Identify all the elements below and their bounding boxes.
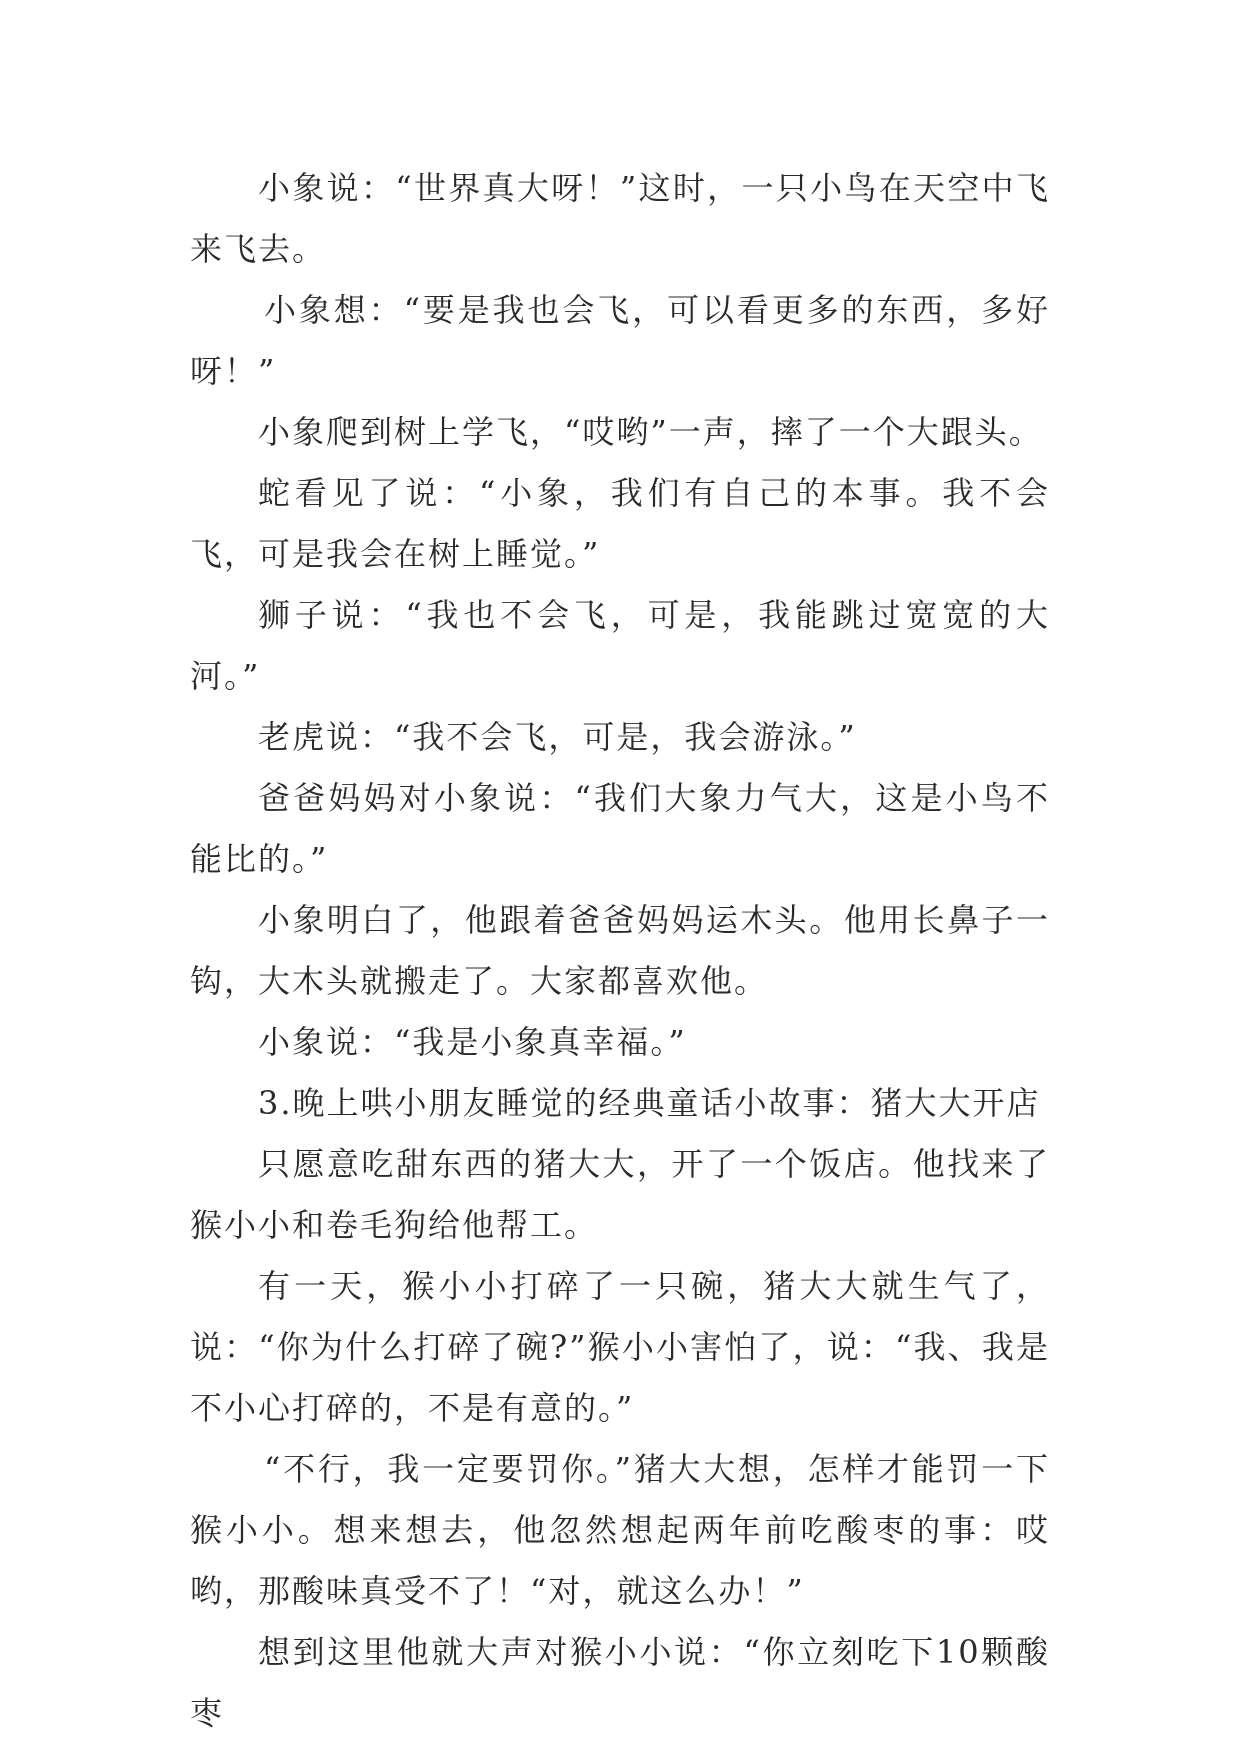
paragraph-7: 爸爸妈妈对小象说：“我们大象力气大，这是小鸟不能比的。” bbox=[190, 779, 1050, 878]
section-heading: 3.晚上哄小朋友睡觉的经典童话小故事：猪大大开店 bbox=[258, 1084, 1041, 1122]
paragraph-6: 老虎说：“我不会飞，可是，我会游泳。” bbox=[258, 718, 857, 756]
document-body bbox=[190, 158, 1050, 1744]
paragraph-3: 小象爬到树上学飞，“哎哟”一声，摔了一个大跟头。 bbox=[258, 413, 1043, 451]
paragraph-5: 狮子说：“我也不会飞，可是，我能跳过宽宽的大河。” bbox=[190, 596, 1050, 695]
paragraph-8: 小象明白了，他跟着爸爸妈妈运木头。他用长鼻子一钩，大木头就搬走了。大家都喜欢他。 bbox=[190, 901, 1050, 1000]
paragraph-2: 小象想：“要是我也会飞，可以看更多的东西，多好呀！” bbox=[190, 291, 1050, 390]
paragraph-13: 想到这里他就大声对猴小小说：“你立刻吃下10颗酸枣 bbox=[190, 1633, 1050, 1732]
paragraph-11: 有一天，猴小小打碎了一只碗，猪大大就生气了，说：“你为什么打碎了碗?”猴小小害怕了，说：“我、我是不小心打碎的，不是有意的。” bbox=[190, 1267, 1050, 1427]
paragraph-10: 只愿意吃甜东西的猪大大，开了一个饭店。他找来了猴小小和卷毛狗给他帮工。 bbox=[190, 1145, 1050, 1244]
paragraph-4: 蛇看见了说：“小象，我们有自己的本事。我不会飞，可是我会在树上睡觉。” bbox=[190, 474, 1050, 573]
paragraph-12: “不行，我一定要罚你。”猪大大想，怎样才能罚一下猴小小。想来想去，他忽然想起两年前吃酸枣的事：哎哟，那酸味真受不了！“对，就这么办！” bbox=[190, 1450, 1050, 1610]
paragraph-9: 小象说：“我是小象真幸福。” bbox=[258, 1023, 687, 1061]
paragraph-1: 小象说：“世界真大呀！”这时，一只小鸟在天空中飞来飞去。 bbox=[190, 169, 1050, 268]
